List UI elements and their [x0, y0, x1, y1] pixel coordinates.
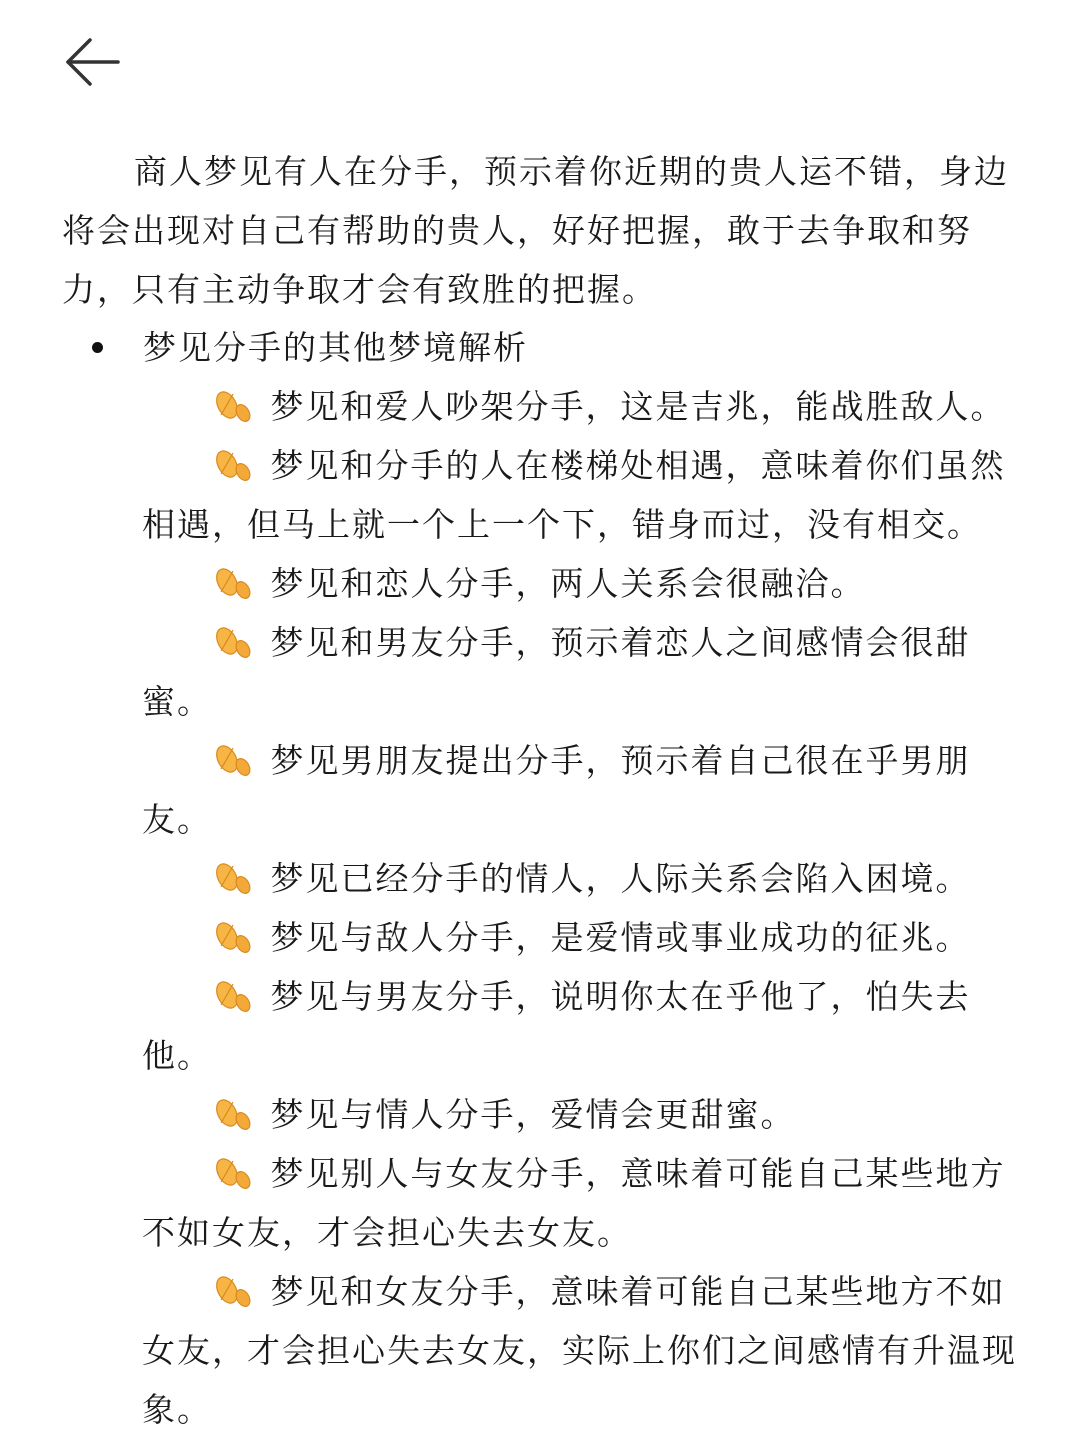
- list-item-text: 梦见与情人分手，爱情会更甜蜜。: [270, 1095, 796, 1134]
- section-heading-text: 梦见分手的其他梦境解析: [143, 328, 528, 367]
- intro-paragraph: 商人梦见有人在分手，预示着你近期的贵人运不错，身边将会出现对自己有帮助的贵人，好好把握，敢于去争取和努力，只有主动争取才会有致胜的把握。: [62, 152, 1009, 309]
- fallen-leaf-icon: [214, 742, 254, 778]
- dream-list: [142, 377, 1022, 1439]
- list-item: [142, 908, 1022, 967]
- fallen-leaf-icon: [214, 919, 254, 955]
- list-item: [142, 377, 1022, 436]
- list-item-text: 梦见和分手的人在楼梯处相遇，意味着你们虽然相遇，但马上就一个上一个下，错身而过，没有相交。: [142, 446, 1006, 544]
- fallen-leaf-icon: [214, 1273, 254, 1309]
- fallen-leaf-icon: [214, 388, 254, 424]
- list-item: [142, 436, 1022, 554]
- list-item-text: 梦见和男友分手，预示着恋人之间感情会很甜蜜。: [142, 623, 971, 721]
- list-item-text: 梦见男朋友提出分手，预示着自己很在乎男朋友。: [142, 741, 971, 839]
- list-item: [142, 1144, 1022, 1262]
- fallen-leaf-icon: [214, 624, 254, 660]
- arrow-left-icon: [60, 34, 124, 90]
- section-heading: [92, 318, 528, 377]
- fallen-leaf-icon: [214, 447, 254, 483]
- fallen-leaf-icon: [214, 565, 254, 601]
- list-item: [142, 1085, 1022, 1144]
- list-item-text: 梦见已经分手的情人，人际关系会陷入困境。: [270, 859, 971, 898]
- fallen-leaf-icon: [214, 1096, 254, 1132]
- bullet-dot: [92, 342, 103, 353]
- fallen-leaf-icon: [214, 1155, 254, 1191]
- list-item: [142, 967, 1022, 1085]
- list-item: [142, 731, 1022, 849]
- list-item-text: 梦见与敌人分手，是爱情或事业成功的征兆。: [270, 918, 971, 957]
- list-item-text: 梦见和女友分手，意味着可能自己某些地方不如女友，才会担心失去女友，实际上你们之间感情有升温现象。: [142, 1272, 1017, 1429]
- fallen-leaf-icon: [214, 978, 254, 1014]
- back-button[interactable]: [60, 34, 124, 90]
- list-item-text: 梦见和爱人吵架分手，这是吉兆，能战胜敌人。: [270, 387, 1006, 426]
- list-item: [142, 849, 1022, 908]
- fallen-leaf-icon: [214, 860, 254, 896]
- list-item-text: 梦见与男友分手，说明你太在乎他了，怕失去他。: [142, 977, 971, 1075]
- list-item: [142, 554, 1022, 613]
- list-item: [142, 1262, 1022, 1439]
- list-item-text: 梦见别人与女友分手，意味着可能自己某些地方不如女友，才会担心失去女友。: [142, 1154, 1006, 1252]
- list-item-text: 梦见和恋人分手，两人关系会很融洽。: [270, 564, 866, 603]
- list-item: [142, 613, 1022, 731]
